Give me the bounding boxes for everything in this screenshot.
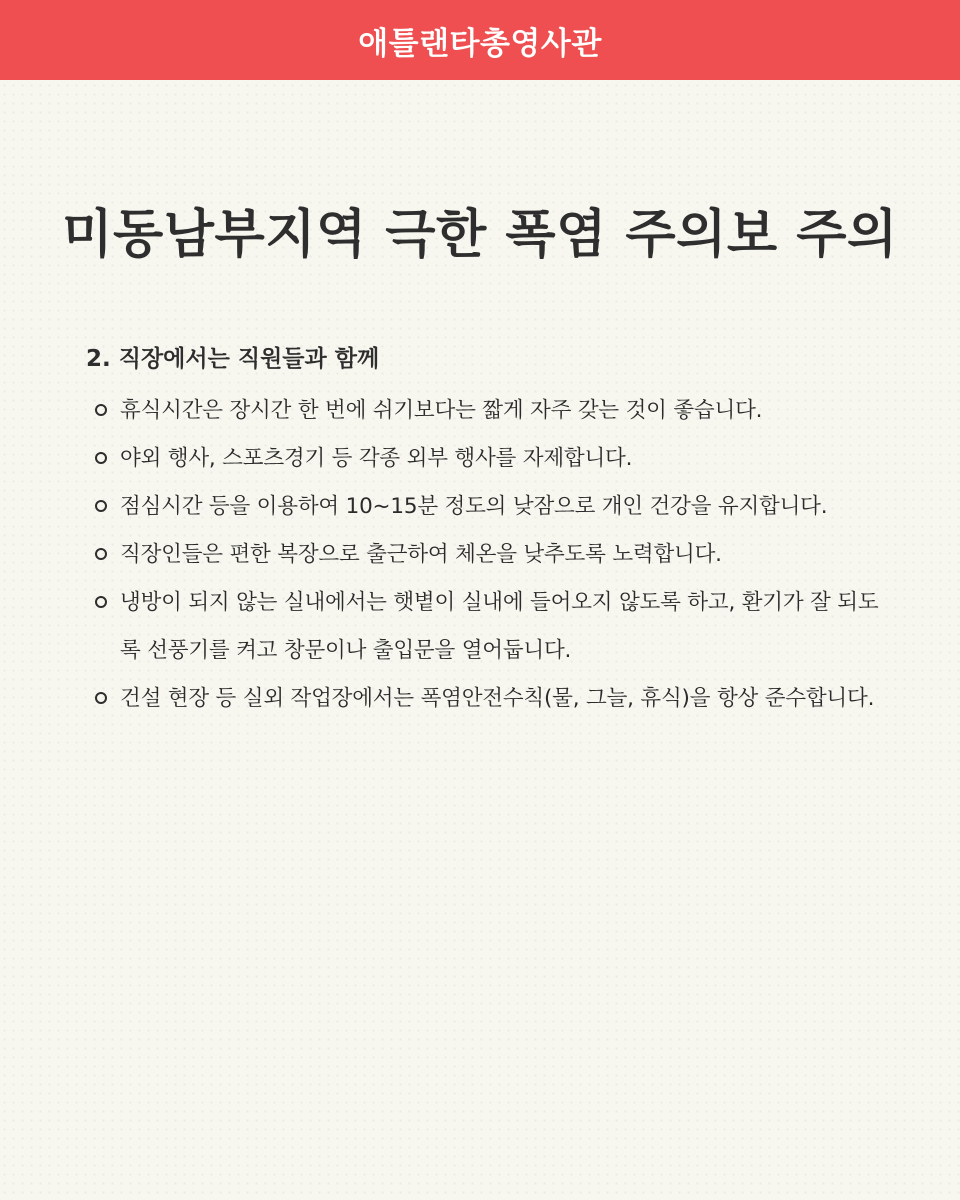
list-item-text: 냉방이 되지 않는 실내에서는 햇볕이 실내에 들어오지 않도록 하고, 환기가 잘 되도록 선풍기를 켜고 창문이나 출입문을 열어둡니다. (120, 590, 879, 663)
list-item (92, 531, 892, 579)
list-item (92, 675, 892, 723)
bullet-circle-icon (95, 404, 107, 416)
list-item-text: 직장인들은 편한 복장으로 출근하여 체온을 낮추도록 노력합니다. (120, 542, 722, 567)
page-title: 미동남부지역 극한 폭염 주의보 주의 (62, 205, 898, 265)
list-item-text: 휴식시간은 장시간 한 번에 쉬기보다는 짧게 자주 갖는 것이 좋습니다. (120, 398, 763, 423)
list-item (92, 387, 892, 435)
list-item-text: 건설 현장 등 실외 작업장에서는 폭염안전수칙(물, 그늘, 휴식)을 항상 준수합니다. (120, 686, 875, 711)
bullet-circle-icon (95, 692, 107, 704)
list-item-text: 점심시간 등을 이용하여 10~15분 정도의 낮잠으로 개인 건강을 유지합니다. (120, 494, 828, 519)
list-item (92, 579, 892, 675)
list-item (92, 483, 892, 531)
bullet-circle-icon (95, 452, 107, 464)
bullet-circle-icon (95, 548, 107, 560)
header-banner (0, 0, 960, 80)
section-heading: 2. 직장에서는 직원들과 함께 (86, 346, 380, 372)
bullet-circle-icon (95, 500, 107, 512)
header-title: 애틀랜타총영사관 (358, 25, 602, 62)
list-item-text: 야외 행사, 스포츠경기 등 각종 외부 행사를 자제합니다. (120, 446, 633, 471)
list-item (92, 435, 892, 483)
advice-list (92, 387, 892, 723)
bullet-circle-icon (95, 596, 107, 608)
